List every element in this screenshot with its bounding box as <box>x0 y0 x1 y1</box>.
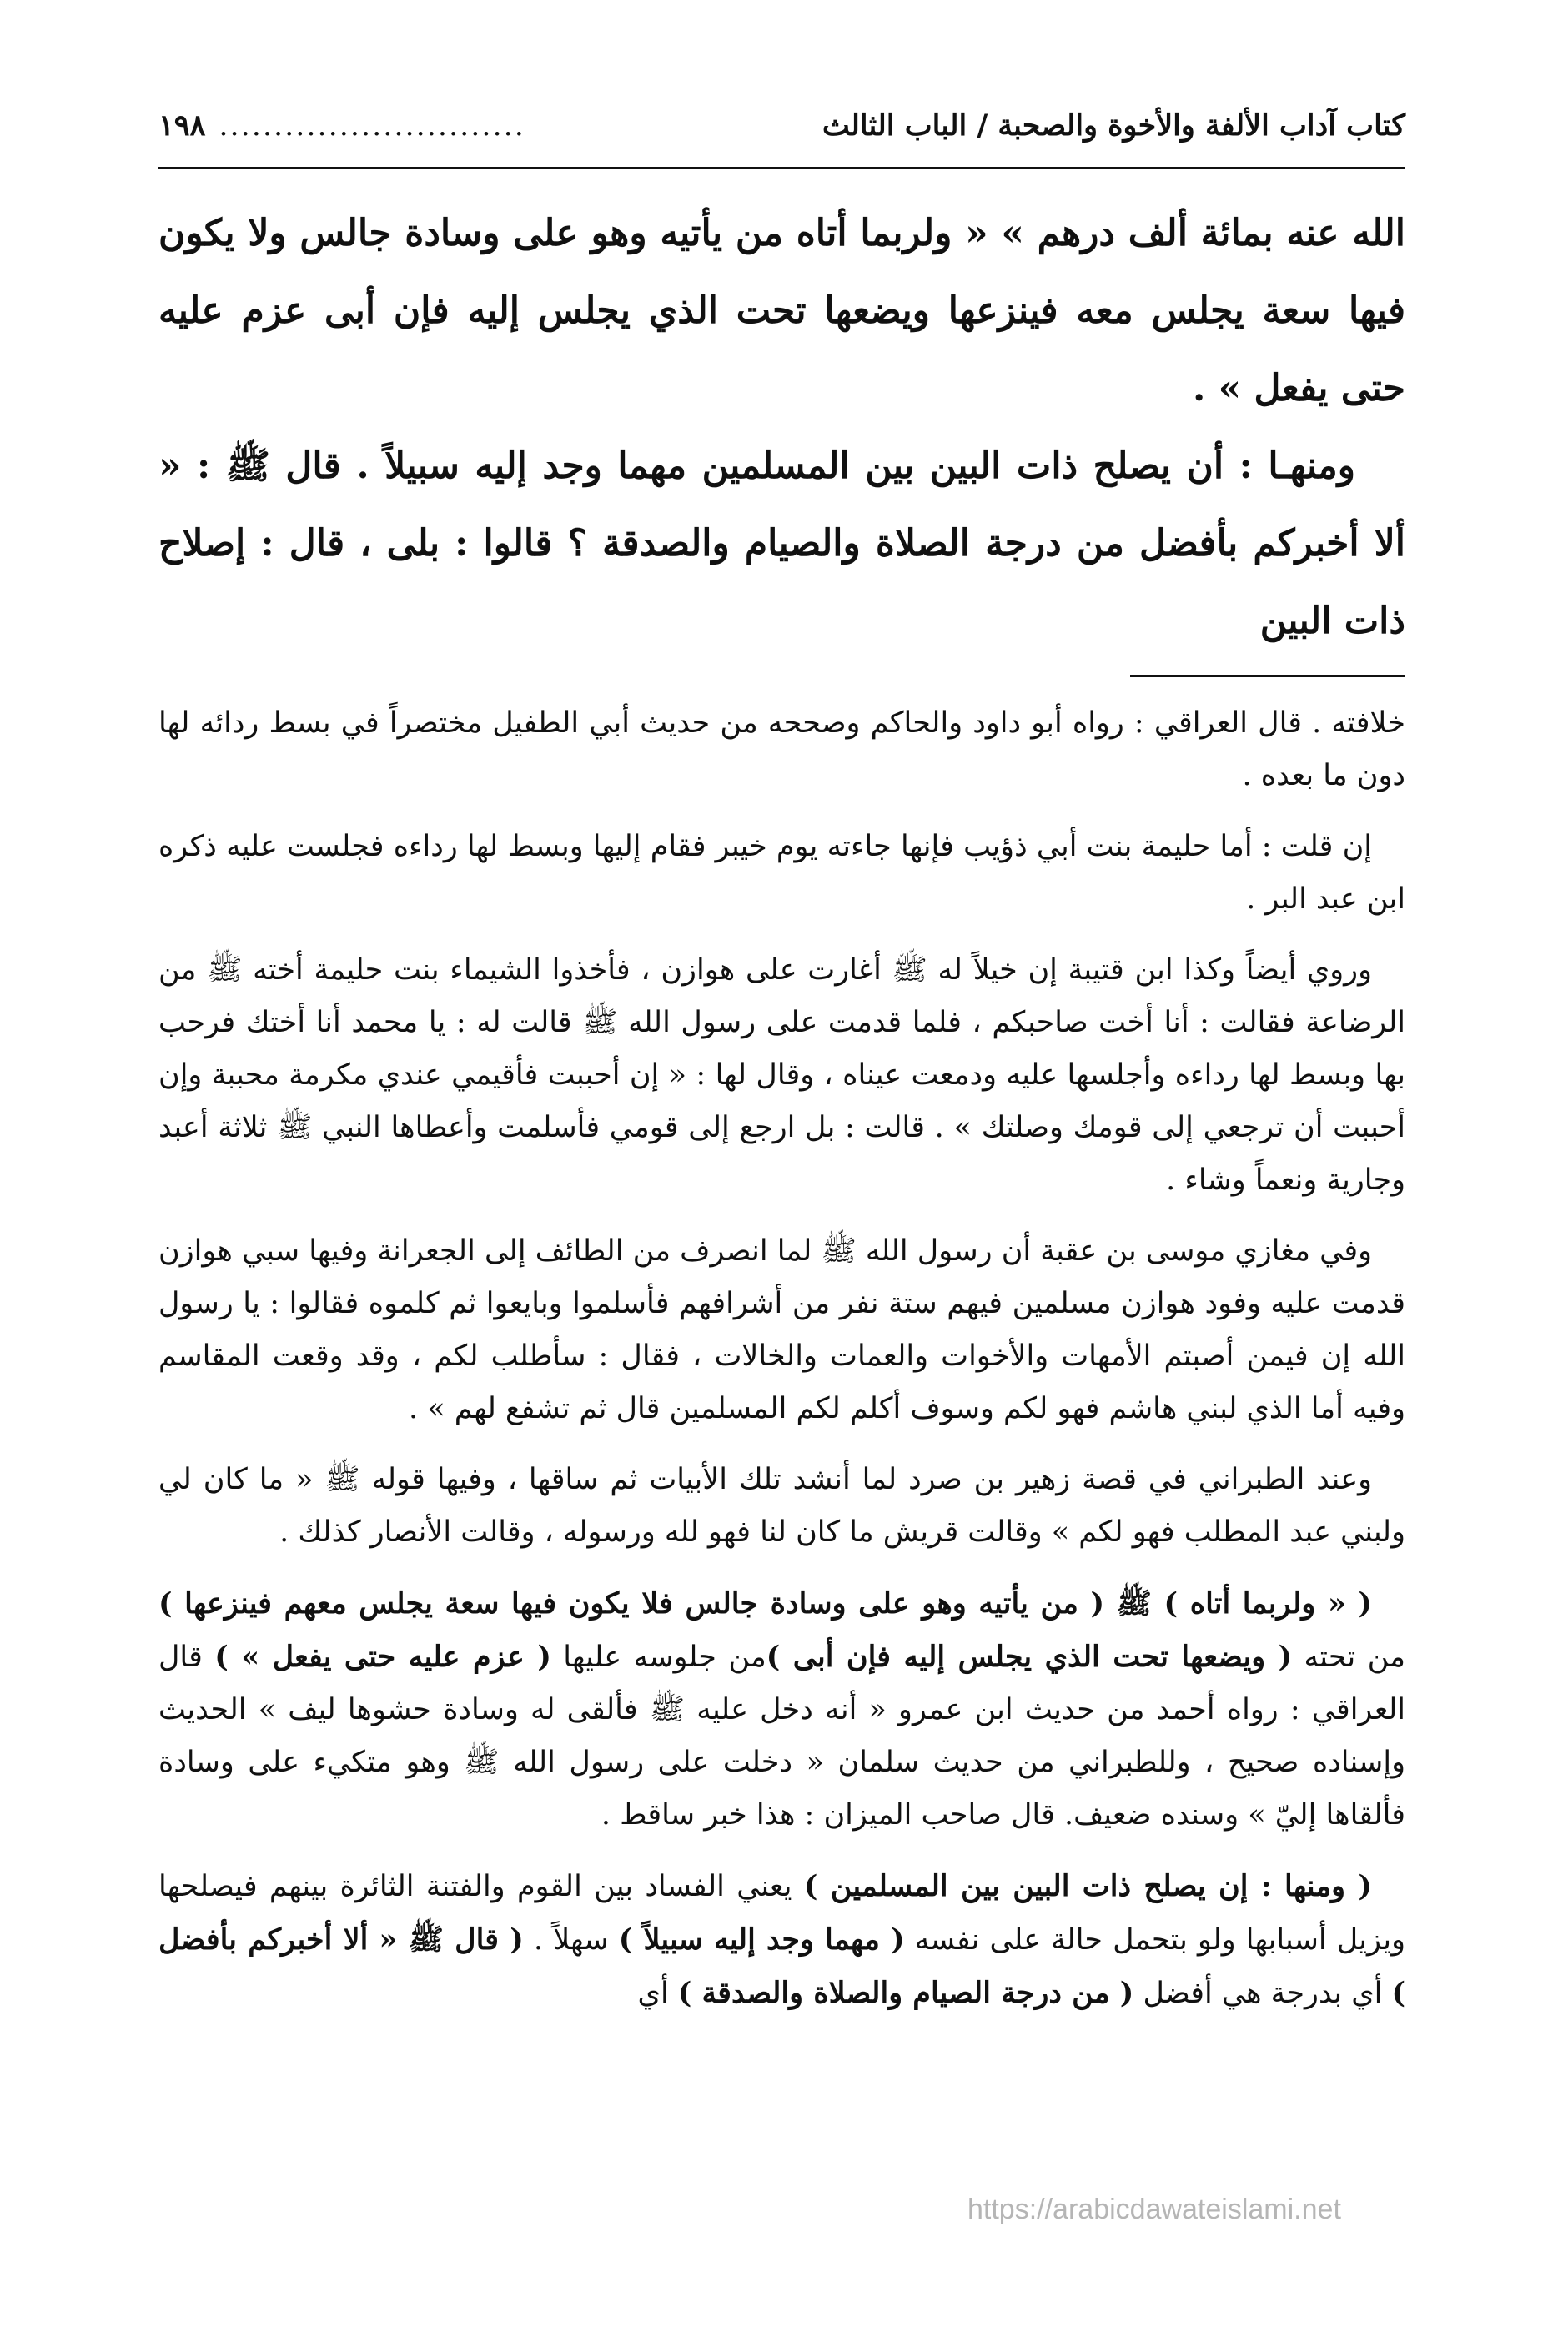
note-6-plain-b: من جلوسه عليها <box>550 1641 766 1674</box>
note-7-plain-c: أي بدرجة هي أفضل <box>1133 1977 1392 2010</box>
main-text <box>158 194 1405 660</box>
note-6-plain-a: من تحته <box>1292 1641 1405 1674</box>
note-6-bold-b: ( ويضعها تحت الذي يجلس إليه فإن أبى ) <box>766 1640 1293 1674</box>
commentary <box>158 697 1405 2020</box>
note-7-bold-d: ( من درجة الصيام والصلاة والصدقة ) <box>677 1976 1134 2010</box>
note-paragraph-2: إن قلت : أما حليمة بنت أبي ذؤيب فإنها جاءته يوم خيبر فقام إليها وبسط لها رداءه فجلست عليه ذكره ابن عبد البر . <box>158 830 1405 916</box>
note-7-bold-a: ( ومنها : إن يصلح ذات البين بين المسلمين ) <box>803 1869 1372 1903</box>
note-7-plain-b: سهلاً . <box>523 1923 619 1957</box>
note-paragraph-1: خلافته . قال العراقي : رواه أبو داود والحاكم وصححه من حديث أبي الطفيل مختصراً في بسط ردائه لها دون ما بعده . <box>158 706 1405 792</box>
main-paragraph-2: ومنهـا : أن يصلح ذات البين بين المسلمين مهما وجد إليه سبيلاً . قال ﷺ : « ألا أخبركم بأفضل من درجة الصلاة والصيام والصدقة ؟ قالوا : بلى ، قال : إصلاح ذات البين <box>158 445 1405 642</box>
footnote-separator <box>1130 675 1405 677</box>
note-paragraph-5: وعند الطبراني في قصة زهير بن صرد لما أنشد تلك الأبيات ثم ساقها ، وفيها قوله ﷺ « ما كان لي ولبني عبد المطلب فهو لكم » وقالت قريش ما كان لنا فهو لله ورسوله ، وقالت الأنصار كذلك . <box>158 1463 1405 1549</box>
note-6-bold-c: ( عزم عليه حتى يفعل » ) <box>214 1640 551 1674</box>
watermark-url: https://arabicdawateislami.net <box>967 2194 1341 2225</box>
note-paragraph-6 <box>158 1577 1405 1842</box>
header-page-group <box>158 108 525 143</box>
running-header <box>158 108 1405 169</box>
note-6-bold-a: ( « ولربما أتاه ) ﷺ ( من يأتيه وهو على وسادة جالس فلا يكون فيها سعة يجلس معهم فينزعها ) <box>158 1586 1372 1621</box>
note-7-plain-a: يعني الفساد بين القوم والفتنة الثائرة بينهم فيصلحها ويزيل أسبابها ولو بتحمل حالة على نفسه <box>158 1870 1405 1957</box>
note-paragraph-4: وفي مغازي موسى بن عقبة أن رسول الله ﷺ لما انصرف من الطائف إلى الجعرانة وفيها سبي هوازن قدمت عليه وفود هوازن مسلمين فيهم ستة نفر من أشرافهم فأسلموا وبايعوا ثم كلموه فقالوا : يا رسول الله إن فيمن أصبتم الأمهات والأخوات والعمات والخالات ، فقال : سأطلب لكم ، وقد وقعت المقاسم وفيه أما الذي لبني هاشم فهو لكم وسوف أكلم لكم المسلمين قال ثم تشفع لهم » . <box>158 1234 1405 1425</box>
note-7-bold-c: ( قال ﷺ « ألا أخبركم بأفضل ) <box>158 1922 1405 2010</box>
main-paragraph-1: الله عنه بمائة ألف درهم » « ولربما أتاه من يأتيه وهو على وسادة جالس ولا يكون فيها سعة يجلس معه فينزعها ويضعها تحت الذي يجلس إليه فإن أبى عزم عليه حتى يفعل » . <box>158 212 1405 410</box>
note-paragraph-3: وروي أيضاً وكذا ابن قتيبة إن خيلاً له ﷺ أغارت على هوازن ، فأخذوا الشيماء بنت حليمة أخته ﷺ من الرضاعة فقالت : أنا أخت صاحبكم ، فلما قدمت على رسول الله ﷺ قالت له : يا محمد أنا أختك فرحب بها وبسط لها رداءه وأجلسها عليه ودمعت عيناه ، وقال لها : « إن أحببت فأقيمي عندي مكرمة محببة وإن أحببت أن ترجعي إلى قومك وصلتك » . قالت : بل ارجع إلى قومي فأسلمت وأعطاها النبي ﷺ ثلاثة أعبد وجارية ونعماً وشاء . <box>158 953 1405 1197</box>
header-dots: ............................ <box>219 109 525 143</box>
note-paragraph-7 <box>158 1860 1405 2020</box>
page-number: ١٩٨ <box>158 108 206 143</box>
header-title: كتاب آداب الألفة والأخوة والصحبة / الباب الثالث <box>822 108 1405 143</box>
note-6-plain-c: قال العراقي : رواه أحمد من حديث ابن عمرو « أنه دخل عليه ﷺ فألقى له وسادة حشوها ليف » الحديث وإسناده صحيح ، وللطبراني من حديث سلمان « دخلت على رسول الله ﷺ وهو متكيء على وسادة فألقاها إليّ » وسنده ضعيف. قال صاحب الميزان : هذا خبر ساقط . <box>158 1641 1405 1832</box>
note-7-bold-b: ( مهما وجد إليه سبيلاً ) <box>618 1922 905 1957</box>
note-7-plain-d: أي <box>637 1977 678 2010</box>
